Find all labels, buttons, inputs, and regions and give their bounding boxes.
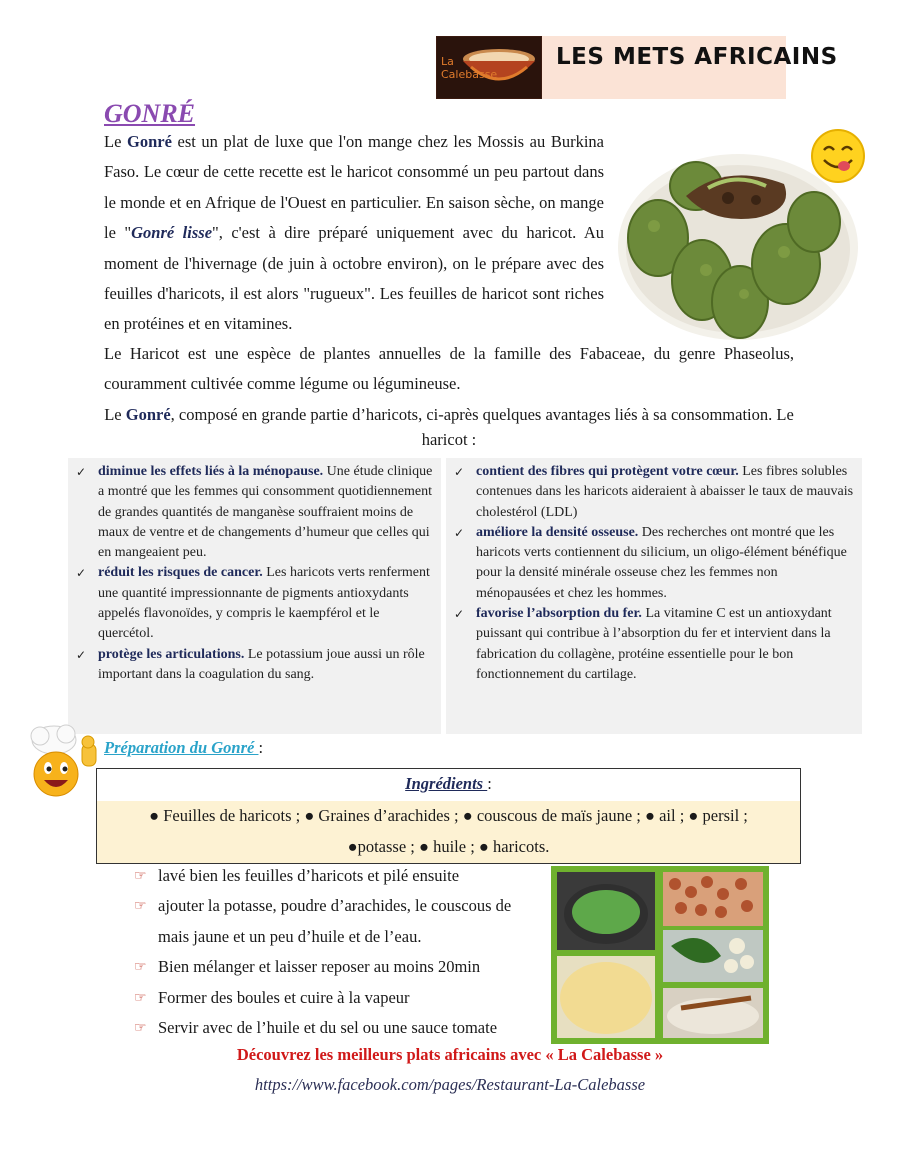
intro-text: Le <box>104 132 127 151</box>
page-title: GONRÉ <box>104 99 196 128</box>
pointing-hand-icon: ☞ <box>134 990 147 1006</box>
benefit-heading: favorise l’absorption du fer. <box>476 606 642 622</box>
logo-text: La Calebasse <box>441 55 498 81</box>
ingredients-photo-collage <box>551 866 769 1044</box>
check-icon: ✓ <box>76 566 87 581</box>
step-text: Former des boules et cuire à la vapeur <box>158 988 410 1007</box>
step-item <box>134 952 480 982</box>
step-item <box>134 1013 497 1043</box>
benefits-lead <box>104 402 794 452</box>
facebook-link[interactable]: https://www.facebook.com/pages/Restaurant-La-Calebasse <box>254 1075 646 1094</box>
lead-text: , composé en grande partie d’haricots, ci-après quelques avantages liés à sa consommation. Le haricot : <box>170 405 794 449</box>
check-icon: ✓ <box>454 607 465 622</box>
step-item <box>134 861 459 891</box>
preparation-title-text: Préparation du Gonré <box>104 738 259 757</box>
benefit-heading: réduit les risques de cancer. <box>98 565 263 581</box>
pointing-hand-icon: ☞ <box>134 959 147 975</box>
benefits-left-box <box>68 458 441 734</box>
intro-text: ", c'est à dire préparé uniquement avec du haricot. Au moment de l'hivernage (de juin à octobre environ), on le prépare avec des feuilles d'haricots, il est alors "rugueux". Les feuilles de haricot sont riches en protéines et en vitamines. <box>104 223 605 334</box>
benefit-heading: protège les articulations. <box>98 646 245 662</box>
step-item <box>134 891 511 921</box>
benefit-text: Les haricots verts renferment une quantité impressionnante de pigments antioxydants appelés flavonoïdes, y compris le kaempférol et le quercétol. <box>98 565 430 642</box>
call-to-action: Découvrez les meilleurs plats africains avec « La Calebasse » <box>236 1045 664 1064</box>
benefit-heading: améliore la densité osseuse. <box>476 524 639 540</box>
intro-italic: Gonré lisse <box>131 223 213 243</box>
calebasse-logo <box>436 36 542 99</box>
ingredients-title: Ingrédients <box>405 774 488 793</box>
step-continuation <box>134 922 421 952</box>
intro-paragraph <box>104 127 604 340</box>
benefit-text: Une étude clinique a montré que les femmes qui consomment quotidiennement de grandes quantités de manganèse souffraient moins de maux de ventre et de changements d’humeur que celles qui en mangeaient peu. <box>98 464 433 561</box>
benefits-right-box <box>446 458 862 734</box>
benefit-text: La vitamine C est un antioxydant puissant qui contribue à l’absorption du fer et intervient dans la fabrication du collagène, protéine essentielle pour le bon fonctionnement du cartilage. <box>476 606 832 682</box>
step-text: ajouter la potasse, poudre d’arachides, le couscous de <box>158 896 512 915</box>
preparation-title <box>104 738 263 758</box>
ingredients-header <box>97 769 800 801</box>
step-item <box>134 983 410 1013</box>
check-icon: ✓ <box>454 525 465 540</box>
ingredients-list <box>97 801 800 863</box>
yummy-smiley-icon <box>810 128 866 184</box>
haricot-paragraph: Le Haricot est une espèce de plantes annuelles de la famille des Fabaceae, du genre Phaseolus, couramment cultivée comme légume ou légumineuse. <box>104 344 794 394</box>
step-text: Servir avec de l’huile et du sel ou une sauce tomate <box>158 1018 498 1037</box>
ingredients-line: ● Feuilles de haricots ; ● Graines d’arachides ; ● couscous de maïs jaune ; ● ail ; ● persil ; <box>149 806 748 825</box>
banner-title: LES METS AFRICAINS <box>556 44 838 70</box>
check-icon: ✓ <box>454 465 465 479</box>
benefit-heading: diminue les effets liés à la ménopause. <box>98 464 324 479</box>
benefit-item <box>76 645 433 686</box>
benefit-text: Le potassium joue aussi un rôle important dans la coagulation du sang. <box>98 646 425 682</box>
step-text: lavé bien les feuilles d’haricots et pilé ensuite <box>158 866 460 885</box>
benefit-text: Les fibres solubles contenues dans les haricots aideraient à abaisser le taux de mauvais cholestérol (LDL) <box>476 464 854 520</box>
benefit-item <box>454 523 854 604</box>
intro-bold: Gonré <box>127 132 172 151</box>
benefit-item <box>76 563 433 644</box>
benefit-item <box>76 462 433 563</box>
benefit-item <box>454 462 854 523</box>
ingredients-table <box>96 768 801 864</box>
pointing-hand-icon: ☞ <box>134 898 147 914</box>
intro-text: est un plat de luxe que l'on mange chez les Mossis au Burkina Faso. Le cœur de cette recette est le haricot consommé un peu partout dans le monde et en Afrique de l'Ouest en particulier. En saison sèche, on mange le " <box>104 132 605 243</box>
step-text: mais jaune et un peu d’huile et de l’eau. <box>158 927 422 946</box>
lead-bold: Gonré <box>125 405 171 424</box>
benefit-text: Des recherches ont montré que les haricots verts contiennent du silicium, un oligo-élément bénéfique pour la densité minérale osseuse chez les femmes non ménopausées et chez les hommes. <box>476 524 847 601</box>
benefit-heading: contient des fibres qui protègent votre cœur. <box>476 464 739 479</box>
step-text: Bien mélanger et laisser reposer au moins 20min <box>158 957 481 976</box>
check-icon: ✓ <box>76 465 87 479</box>
pointing-hand-icon: ☞ <box>134 1020 147 1036</box>
ingredients-colon: : <box>487 774 492 793</box>
preparation-colon: : <box>258 738 264 757</box>
benefit-item <box>454 604 854 685</box>
chef-emoji-icon <box>20 720 106 806</box>
check-icon: ✓ <box>76 647 87 662</box>
lead-text: Le <box>104 405 126 424</box>
pointing-hand-icon: ☞ <box>134 868 147 884</box>
ingredients-line: ●potasse ; ● huile ; ● haricots. <box>347 836 550 856</box>
